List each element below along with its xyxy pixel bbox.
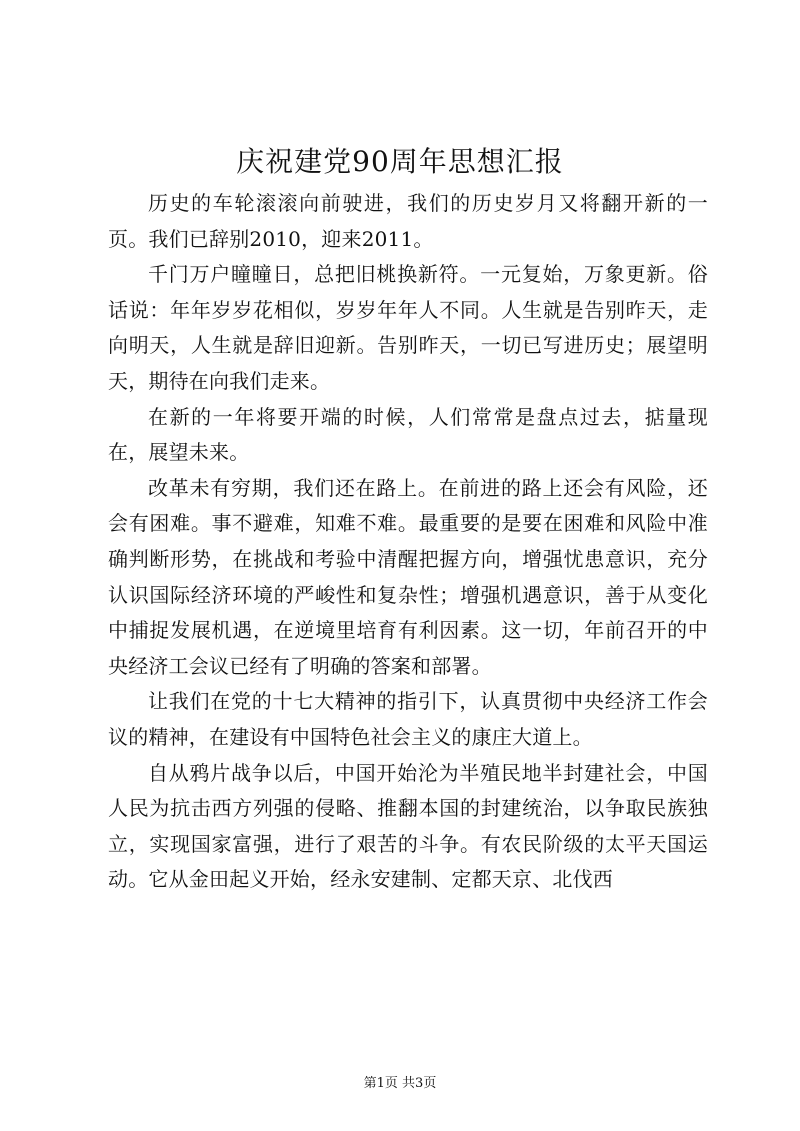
paragraph: 历史的车轮滚滚向前驶进，我们的历史岁月又将翻开新的一页。我们已辞别2010，迎来2011。 <box>108 191 708 251</box>
paragraph: 在新的一年将要开端的时候，人们常常是盘点过去，掂量现在，展望未来。 <box>108 404 708 465</box>
page-number-footer: 第1页 共3页 <box>363 1076 437 1091</box>
paragraph: 改革未有穷期，我们还在路上。在前进的路上还会有风险，还会有困难。事不避难，知难不难。最重要的是要在困难和风险中准确判断形势，在挑战和考验中清醒把握方向，增强忧患意识，充分认识国际经济环境的严峻性和复杂性；增强机遇意识，善于从变化中捕捉发展机遇，在逆境里培育有利因素。这一切，年前召开的中央经济工会议已经有了明确的答案和部署。 <box>108 475 708 678</box>
document-title: 庆祝建党90周年思想汇报 <box>236 145 564 178</box>
document-body <box>108 186 708 898</box>
paragraph: 自从鸦片战争以后，中国开始沦为半殖民地半封建社会，中国人民为抗击西方列强的侵略、推翻本国的封建统治，以争取民族独立，实现国家富强，进行了艰苦的斗争。有农民阶级的太平天国运动。它从金田起义开始，经永安建制、定都天京、北伐西 <box>108 760 708 892</box>
paragraph: 千门万户瞳瞳日，总把旧桃换新符。一元复始，万象更新。俗话说：年年岁岁花相似，岁岁年年人不同。人生就是告别昨天，走向明天，人生就是辞旧迎新。告别昨天，一切已写进历史；展望明天，期待在向我们走来。 <box>108 262 708 393</box>
paragraph: 让我们在党的十七大精神的指引下，认真贯彻中央经济工作会议的精神，在建设有中国特色社会主义的康庄大道上。 <box>108 689 708 749</box>
